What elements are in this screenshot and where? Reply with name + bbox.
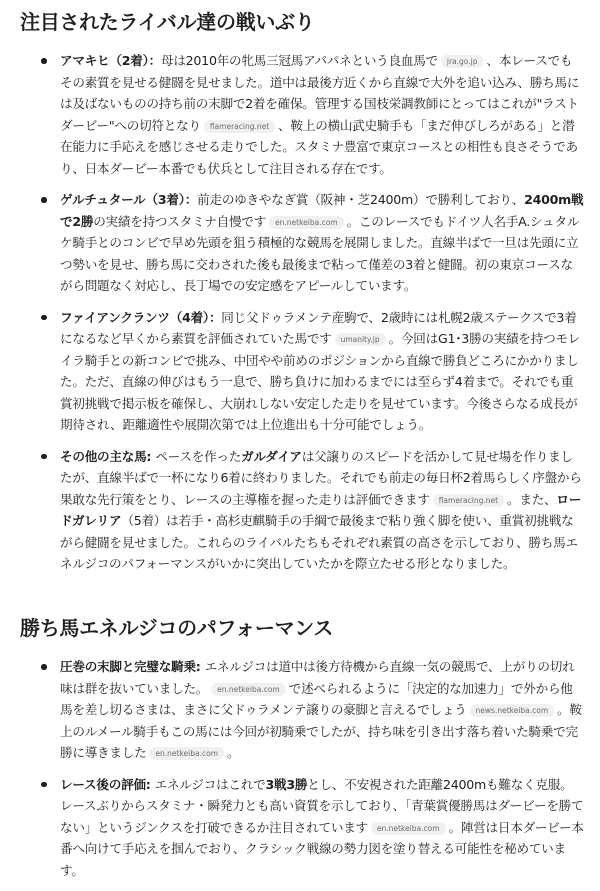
source-chip-netkeiba[interactable]: en.netkeiba.com (211, 683, 286, 696)
list-item-gelchutal: ゲルチュタール（3着）：前走のゆきやなぎ賞（阪神・芝2400m）で勝利しており、2400m戦で2勝の実績を持つスタミナ自慢です en.netkeiba.com 。このレースでもドイツ人名手A.シュタルケ騎手とのコンビで早め先頭を狙う積極的な競馬を展開しました。直線半ばで一旦は先頭に立つ勢いを見せ、勝ち馬に交わされた後も最後まで粘って僅差の3着と健闘。初の東京コースながら問題なく対応し、長丁場での安定感をアピールしています。 (20, 189, 584, 297)
winner-list (20, 656, 584, 891)
source-chip-news-netkeiba[interactable]: news.netkeiba.com (470, 704, 555, 717)
rivals-list (20, 50, 584, 585)
horse-name: その他の主な馬 (60, 448, 147, 464)
list-item-amakihi: アマキヒ（2着）：母は2010年の牝馬三冠馬アパパネという良血馬で jra.go.jp 、本レースでもその素質を見せる健闘を見せました。道中は最後方近くから直線で大外を追い込み、勝ち馬には及ばないものの持ち前の末脚で2着を確保。管理する国枝栄調教師にとってはこれが"ラストダービー"への切符となり flameracing.net 、鞍上の横山武史騎手も「まだ伸びしろがある」と潜在能力に手応えを感じさせる走りでした。スタミナ豊富で東京コースとの相性も良さそうであり、日本ダービー本番でも伏兵として注目される存在です。 (20, 50, 584, 179)
source-chip-flameracing[interactable]: flameracing.net (204, 120, 275, 133)
section-heading-winner: 勝ち馬エネルジコのパフォーマンス (20, 616, 334, 640)
horse-name: ファイアンクランツ（4着） (60, 309, 209, 325)
list-item-finish: 圧巻の末脚と完璧な騎乗: エネルジコは道中は後方待機から直線一気の競馬で、上がりの切れ味は群を抜いていました。 en.netkeiba.com で述べられるように「決定的な加速力」で外から他馬を差し切るさまは、まさに父ドゥラメンテ譲りの豪脚と言えるでしょう news.netkeiba.com 。鞍上のルメール騎手もこの馬には今回が初騎乗でしたが、持ち味を引き出す落ち着いた騎乗で完勝に導きました en.netkeiba.com 。 (20, 656, 584, 764)
source-chip-netkeiba[interactable]: en.netkeiba.com (371, 822, 446, 835)
source-chip-umanity[interactable]: umanity.jp (335, 333, 386, 346)
list-item-fireankranz: ファイアンクランツ（4着）：同じ父ドゥラメンテ産駒で、2歳時には札幌2歳ステークスで3着になるなど早くから素質を評価されていた馬です umanity.jp 。今回はG1･3勝の実績を持つモレイラ騎手との新コンビで挑み、中団やや前めのポジションから直線で勝負どころにかかりました。ただ、直線の伸びはもう一息で、勝ち負けに加わるまでには至らず4着まで。それでも重賞初挑戦で掲示板を確保し、大崩れしない安定した走りを見せています。今後さらなる成長が期待され、距離適性や展開次第では上位進出も十分可能でしょう。 (20, 307, 584, 436)
list-item-evaluation: レース後の評価: エネルジコはこれで3戦3勝とし、不安視された距離2400mも難なく克服。レースぶりからスタミナ・瞬発力とも高い資質を示しており、「青葉賞優勝馬はダービーを勝てない」というジンクスを打破できるか注目されています en.netkeiba.com 。陣営は日本ダービー本番へ向けて手応えを掴んでおり、クラシック戦線の勢力図を塗り替える可能性を秘めています。 (20, 774, 584, 882)
list-item-others: その他の主な馬: ペースを作ったガルダイアは父譲りのスピードを活かして見せ場を作りましたが、直線半ばで一杯になり6着に終わりました。それでも前走の毎日杯2着馬らしく序盤から果敢な先行策をとり、レースの主導権を握った走りは評価できます flameracing.net 。また、ロードガレリア（5着）は若手・高杉吏麒騎手の手綱で最後まで粘り強く脚を使い、重賞初挑戦ながら健闘を見せました。これらのライバルたちもそれぞれ素質の高さを示しており、勝ち馬エネルジコのパフォーマンスがいかに突出していたかを際立たせる形となりました。 (20, 446, 584, 575)
item-title: 圧巻の末脚と完璧な騎乗 (60, 659, 196, 674)
section-heading-rivals: 注目されたライバル達の戦いぶり (20, 10, 315, 34)
horse-name: ゲルチュタール（3着） (60, 192, 185, 207)
horse-name: アマキヒ（2着） (60, 53, 149, 68)
source-chip-flameracing[interactable]: flameracing.net (433, 494, 504, 507)
source-chip-netkeiba[interactable]: en.netkeiba.com (269, 216, 344, 229)
item-title: レース後の評価 (60, 776, 146, 792)
source-chip-netkeiba[interactable]: en.netkeiba.com (149, 747, 224, 760)
source-chip-jra[interactable]: jra.go.jp (441, 55, 484, 68)
